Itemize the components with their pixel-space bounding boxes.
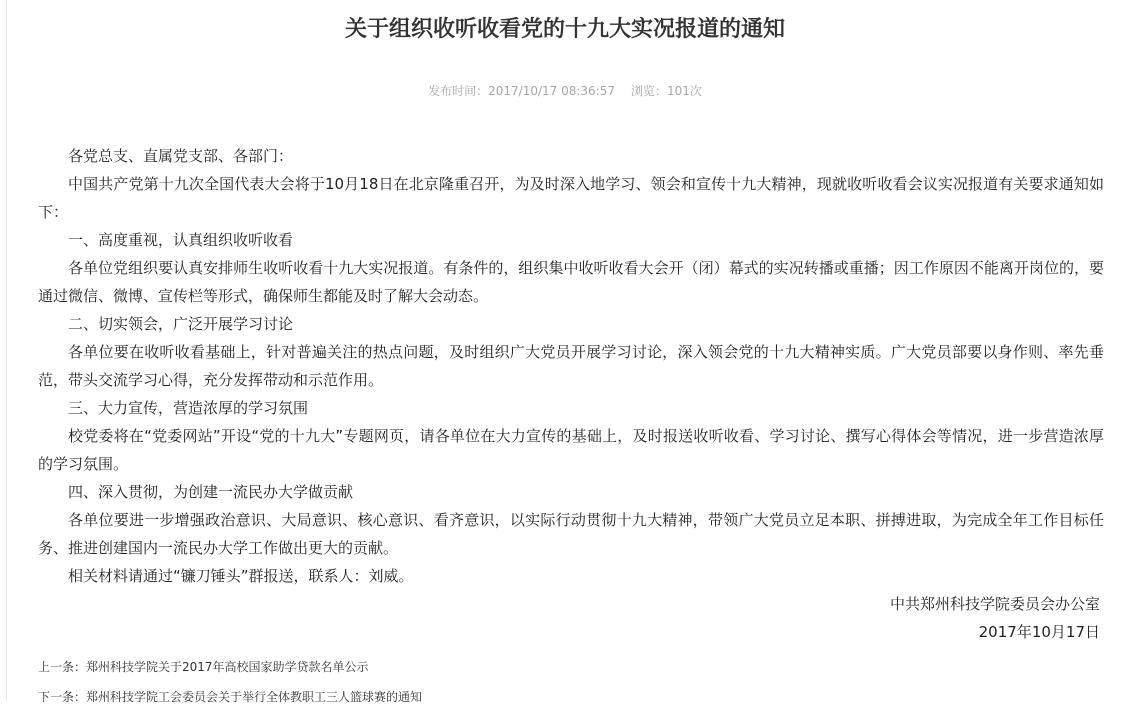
- paragraph-section-2: 各单位要在收听收看基础上，针对普遍关注的热点问题，及时组织广大党员开展学习讨论，深入领会党的十九大精神实质。广大党员部要以身作则、率先垂范，带头交流学习心得，充分发挥带动和示范作用。: [38, 343, 1104, 389]
- paragraph-contact: 相关材料请通过“镰刀锤头”群报送，联系人：刘威。: [68, 567, 414, 585]
- article-meta: [0, 82, 1130, 100]
- view-count: 浏览：101次: [630, 84, 702, 98]
- paragraph-section-3: 校党委将在“党委网站”开设“党的十九大”专题网页，请各单位在大力宣传的基础上，及时报送收听收看、学习讨论、撰写心得体会等情况，进一步营造浓厚的学习氛围。: [38, 427, 1104, 473]
- section-heading-1: 一、高度重视，认真组织收听收看: [68, 231, 294, 249]
- paragraph-salutation: 各党总支、直属党支部、各部门：: [68, 147, 294, 165]
- prev-article-link[interactable]: 郑州科技学院关于2017年高校国家助学贷款名单公示: [86, 660, 369, 674]
- prev-label: 上一条：: [38, 660, 87, 674]
- signature-org: 中共郑州科技学院委员会办公室: [889, 595, 1100, 613]
- left-border: [6, 0, 7, 701]
- section-heading-2: 二、切实领会，广泛开展学习讨论: [68, 315, 294, 333]
- next-article-link[interactable]: 郑州科技学院工会委员会关于举行全体教职工三人篮球赛的通知: [86, 690, 423, 704]
- article-body: [38, 142, 1104, 590]
- paragraph-section-4: 各单位要进一步增强政治意识、大局意识、核心意识、看齐意识，以实际行动贯彻十九大精神，带领广大党员立足本职、拼搏进取，为完成全年工作目标任务、推进创建国内一流民办大学工作做出更大的贡献。: [38, 511, 1104, 557]
- next-label: 下一条：: [38, 690, 87, 704]
- section-heading-3: 三、大力宣传，营造浓厚的学习氛围: [68, 399, 309, 417]
- prev-article: [38, 658, 369, 676]
- paragraph-section-1: 各单位党组织要认真安排师生收听收看十九大实况报道。有条件的，组织集中收听收看大会开（闭）幕式的实况转播或重播；因工作原因不能离开岗位的，要通过微信、微博、宣传栏等形式，确保师生都能及时了解大会动态。: [38, 259, 1104, 305]
- section-heading-4: 四、深入贯彻，为创建一流民办大学做贡献: [68, 483, 354, 501]
- signature-date: 2017年10月17日: [978, 623, 1100, 641]
- publish-time: 发布时间：2017/10/17 08:36:57: [428, 84, 615, 98]
- next-article: [38, 688, 422, 706]
- signature: [890, 590, 1100, 646]
- article-title: 关于组织收听收看党的十九大实况报道的通知: [344, 17, 785, 42]
- paragraph-intro: 中国共产党第十九次全国代表大会将于10月18日在北京隆重召开，为及时深入地学习、领会和宣传十九大精神，现就收听收看会议实况报道有关要求通知如下：: [38, 175, 1104, 221]
